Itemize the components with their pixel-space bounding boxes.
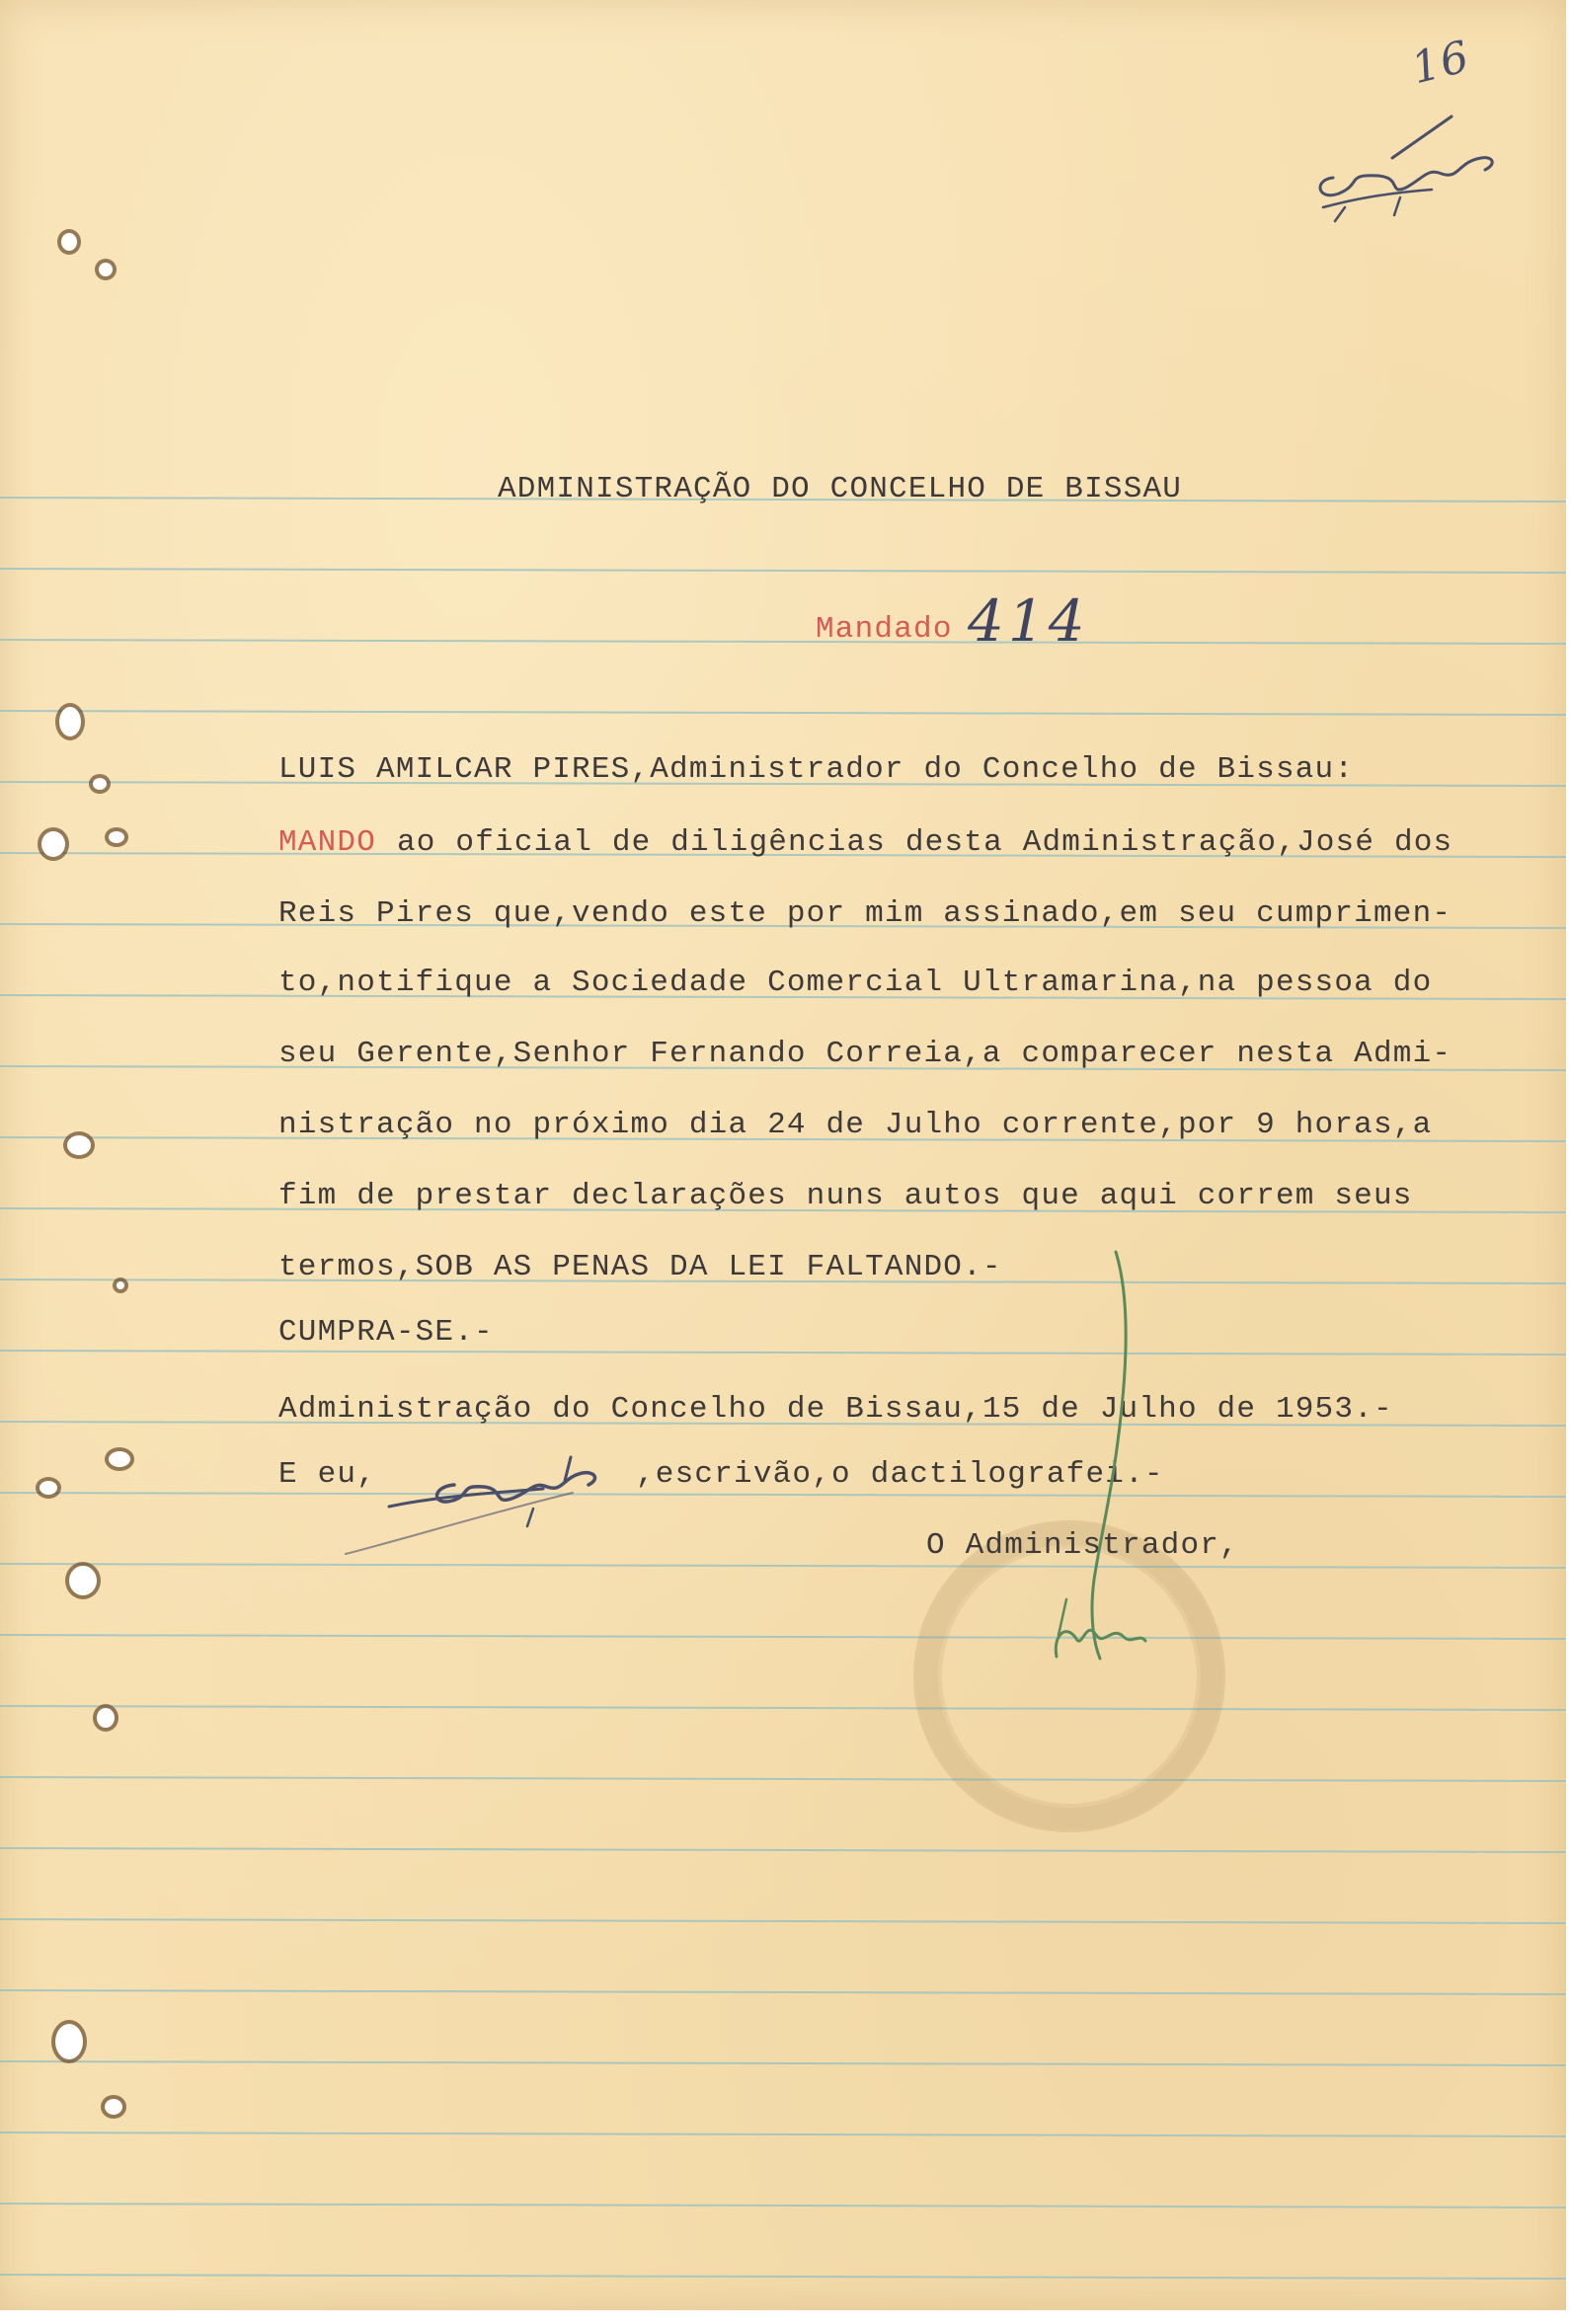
punch-hole [97, 1708, 115, 1728]
closing-line: CUMPRA-SE.- [278, 1315, 494, 1350]
rule-line [0, 1777, 1566, 1781]
body-line-8: termos,SOB AS PENAS DA LEI FALTANDO.- [278, 1250, 1002, 1284]
punch-hole [61, 233, 77, 251]
rule-line [0, 1635, 1566, 1639]
body-line-7: fim de prestar declarações nuns autos que aqui correm seus [278, 1179, 1413, 1213]
rule-line [0, 1351, 1566, 1355]
punch-hole [39, 1481, 57, 1495]
rule-line [0, 2275, 1566, 2279]
punch-hole [67, 1135, 91, 1155]
rule-line [0, 1493, 1566, 1497]
signatory-line: O Administrador, [926, 1528, 1239, 1563]
punch-hole [69, 1566, 97, 1595]
rule-line [0, 1564, 1566, 1568]
punch-hole [41, 831, 65, 857]
page-number: 16 [1406, 31, 1475, 95]
top-initials-signature [1284, 99, 1511, 237]
rule-line [0, 1848, 1566, 1852]
punch-hole [93, 778, 107, 790]
mando-word: MANDO [278, 825, 377, 860]
document-header: ADMINISTRAÇÃO DO CONCELHO DE BISSAU [498, 472, 1183, 506]
body-line-6: nistração no próximo dia 24 de Julho corrente,por 9 horas,a [278, 1108, 1433, 1142]
body-line-5: seu Gerente,Senhor Fernando Correia,a comparecer nesta Admi- [278, 1037, 1452, 1071]
scribe-suffix: ,escrivão,o dactilografei.- [636, 1457, 1164, 1492]
administrator-signature [997, 1244, 1195, 1678]
rule-line [0, 1706, 1566, 1710]
rule-line [0, 640, 1566, 644]
date-line: Administração do Concelho de Bissau,15 de Julho de 1953.- [278, 1392, 1393, 1427]
punch-hole [55, 2024, 83, 2059]
rule-line [0, 711, 1566, 715]
punch-hole [99, 263, 113, 276]
punch-hole [109, 1451, 130, 1467]
punch-hole [109, 831, 124, 843]
rule-line [0, 1919, 1566, 1923]
rule-line [0, 2204, 1566, 2208]
scribe-signature [336, 1428, 652, 1566]
mandado-label: Mandado [816, 612, 953, 647]
punch-hole [117, 1281, 124, 1289]
body-line-3: Reis Pires que,vendo este por mim assinado,em seu cumprimen- [278, 896, 1452, 931]
punch-hole [105, 2099, 122, 2115]
punch-hole [59, 707, 81, 736]
rule-line [0, 569, 1566, 573]
body-line-1: LUIS AMILCAR PIRES,Administrador do Concelho de Bissau: [278, 752, 1355, 787]
scribe-prefix: E eu, [278, 1457, 377, 1492]
rule-line [0, 2061, 1566, 2065]
body-line-2: ao oficial de diligências desta Administração,José dos [397, 825, 1453, 860]
mandado-number: 414 [968, 587, 1089, 655]
body-line-4: to,notifique a Sociedade Comercial Ultramarina,na pessoa do [278, 966, 1433, 1000]
rule-line [0, 1990, 1566, 1994]
rule-line [0, 2132, 1566, 2136]
